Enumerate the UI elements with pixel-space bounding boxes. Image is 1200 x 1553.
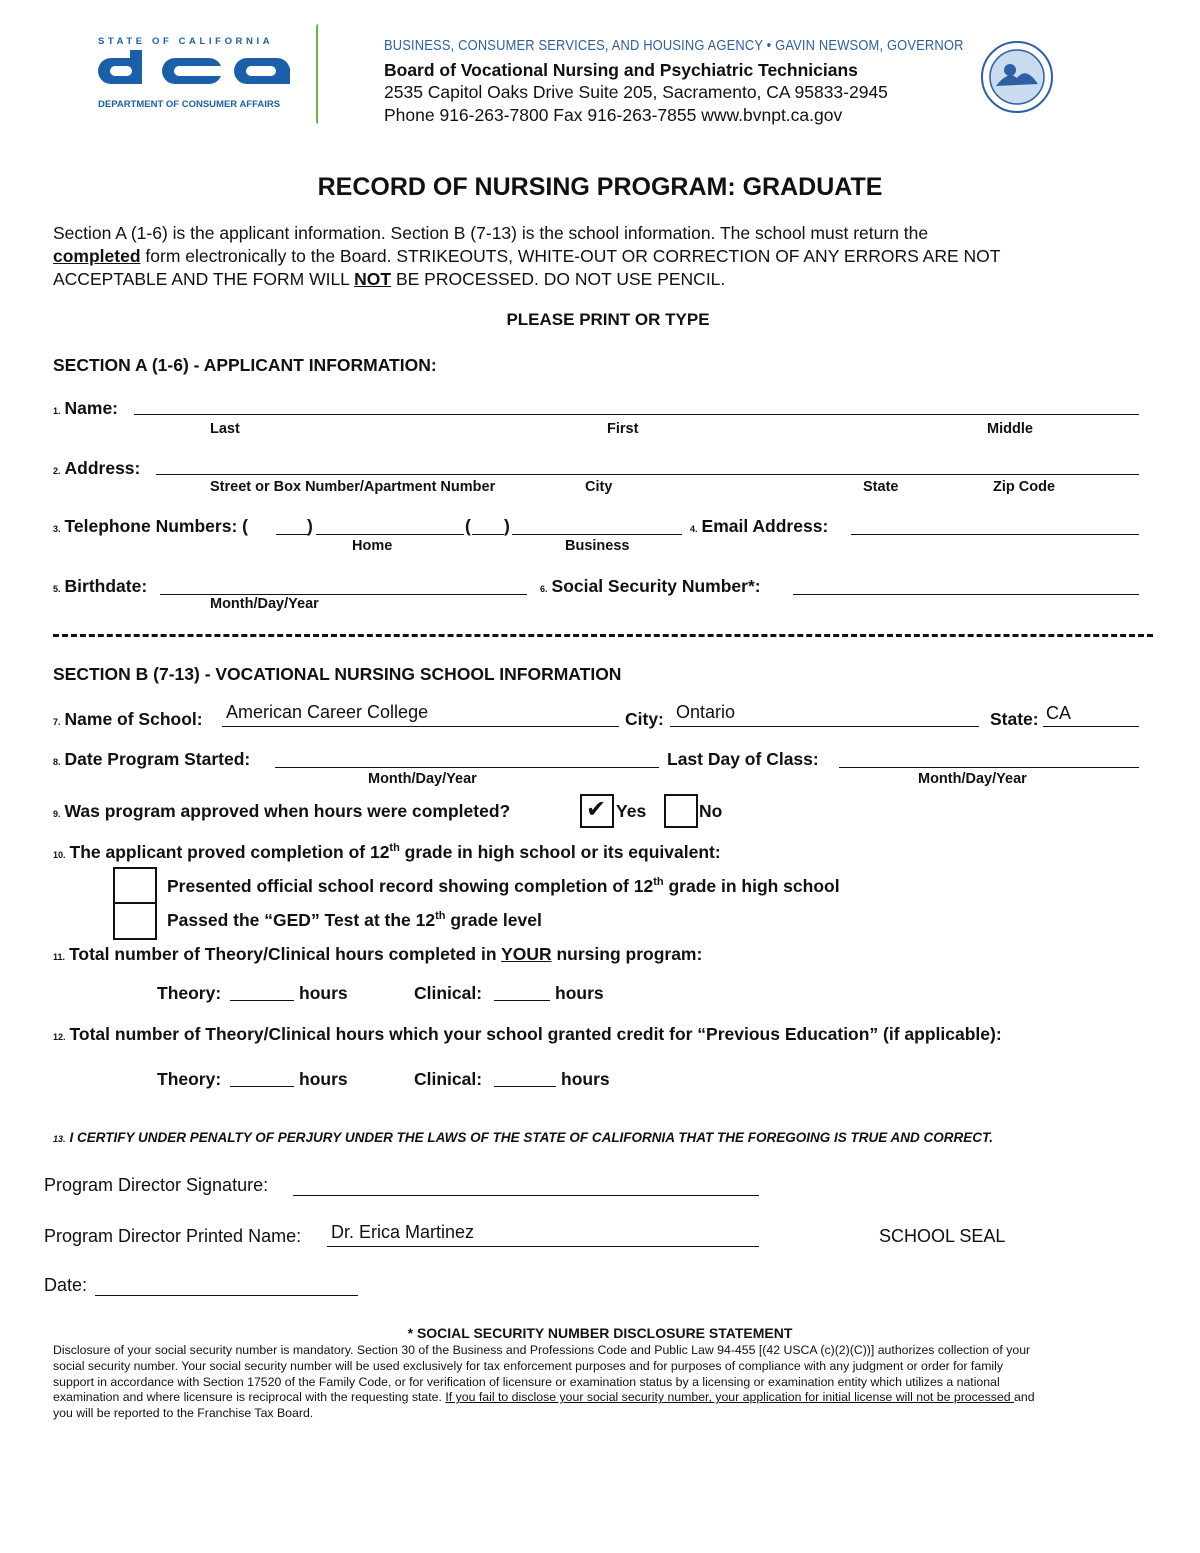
address-field[interactable] xyxy=(156,456,1139,475)
address-street-caption: Street or Box Number/Apartment Number xyxy=(210,479,496,495)
header-divider xyxy=(316,24,321,124)
home-phone-field[interactable] xyxy=(316,516,464,535)
school-record-label: Presented official school record showing completion of 12th grade in high school xyxy=(167,876,840,896)
clinical-hours-field-12[interactable] xyxy=(494,1069,556,1087)
ged-checkbox[interactable] xyxy=(113,902,157,940)
section-divider xyxy=(53,634,1153,637)
certification-statement: 13. I CERTIFY UNDER PENALTY OF PERJURY UNDER THE LAWS OF THE STATE OF CALIFORNIA THAT THE FOREGOING IS TRUE AND CORRECT. xyxy=(53,1130,994,1145)
section-b-heading: SECTION B (7-13) - VOCATIONAL NURSING SCHOOL INFORMATION xyxy=(53,664,622,684)
school-name-value: American Career College xyxy=(226,702,429,722)
home-paren-close: ) xyxy=(307,516,313,536)
ssn-label: 6. Social Security Number*: xyxy=(540,576,761,596)
home-area-code-field[interactable] xyxy=(276,516,310,535)
date-label: Date: xyxy=(44,1275,88,1295)
section-a-heading: SECTION A (1-6) - APPLICANT INFORMATION: xyxy=(53,355,437,375)
school-name-label: 7. Name of School: xyxy=(53,709,203,729)
printed-name-value: Dr. Erica Martinez xyxy=(331,1222,475,1242)
clinical-label-12: Clinical: xyxy=(414,1069,483,1089)
board-address: 2535 Capitol Oaks Drive Suite 205, Sacramento, CA 95833-2945 xyxy=(384,82,888,102)
business-paren-close: ) xyxy=(504,516,510,536)
approval-no-checkbox[interactable] xyxy=(664,794,698,828)
theory-label-12: Theory: xyxy=(157,1069,222,1089)
approval-yes-label: Yes xyxy=(616,801,647,821)
name-label: 1. Name: xyxy=(53,398,119,418)
ssn-field[interactable] xyxy=(793,576,1139,595)
theory-hours-unit-12: hours xyxy=(299,1069,348,1089)
theory-hours-field-11[interactable] xyxy=(230,983,294,1001)
program-start-caption: Month/Day/Year xyxy=(368,771,477,787)
logo-department-text: DEPARTMENT OF CONSUMER AFFAIRS xyxy=(98,99,281,110)
approval-question: 9. Was program approved when hours were completed? xyxy=(53,801,511,821)
city-label: City: xyxy=(625,709,664,729)
state-label: State: xyxy=(990,709,1039,729)
birthdate-field[interactable] xyxy=(160,576,527,595)
agency-line: BUSINESS, CONSUMER SERVICES, AND HOUSING AGENCY • GAVIN NEWSOM, GOVERNOR xyxy=(384,37,964,54)
dca-wordmark-icon xyxy=(96,50,292,92)
business-caption: Business xyxy=(565,538,630,554)
business-area-code-field[interactable] xyxy=(472,516,504,535)
clinical-label-11: Clinical: xyxy=(414,983,483,1003)
program-start-field[interactable] xyxy=(275,749,659,768)
state-seal-icon xyxy=(980,40,1054,119)
city-value: Ontario xyxy=(676,702,736,722)
board-contact: Phone 916-263-7800 Fax 916-263-7855 www.bvnpt.ca.gov xyxy=(384,105,843,125)
address-city-caption: City xyxy=(585,479,613,495)
school-record-checkbox[interactable] xyxy=(113,867,157,905)
grade-question: 10. The applicant proved completion of 12th grade in high school or its equivalent: xyxy=(53,842,721,862)
name-last-caption: Last xyxy=(210,421,240,437)
intro-text: Section A (1-6) is the applicant information. Section B (7-13) is the school information. The school must return the completed form electronically to the Board. STRIKEOUTS, WHITE-OUT OR CORRECTION OF ANY ERRORS ARE NOT ACCEPTABLE AND THE FORM WILL NOT BE PROCESSED. DO NOT USE PENCIL. xyxy=(53,223,1001,289)
printed-name-label: Program Director Printed Name: xyxy=(44,1226,302,1246)
address-label: 2. Address: xyxy=(53,458,141,478)
clinical-hours-field-11[interactable] xyxy=(494,983,550,1001)
previous-education-question: 12. Total number of Theory/Clinical hours which your school granted credit for “Previous Education” (if applicable): xyxy=(53,1024,1002,1044)
school-seal-label: SCHOOL SEAL xyxy=(879,1226,1006,1246)
last-day-field[interactable] xyxy=(839,749,1139,768)
clinical-hours-unit-11: hours xyxy=(555,983,604,1003)
last-day-label: Last Day of Class: xyxy=(667,749,819,769)
home-caption: Home xyxy=(352,538,393,554)
board-name: Board of Vocational Nursing and Psychiatric Technicians xyxy=(384,60,858,80)
signature-label: Program Director Signature: xyxy=(44,1175,269,1195)
form-title: RECORD OF NURSING PROGRAM: GRADUATE xyxy=(317,173,883,201)
clinical-hours-unit-12: hours xyxy=(561,1069,610,1089)
state-value: CA xyxy=(1046,703,1072,723)
address-state-caption: State xyxy=(863,479,899,495)
email-field[interactable] xyxy=(851,516,1139,535)
approval-no-label: No xyxy=(699,801,723,821)
date-field[interactable] xyxy=(95,1277,358,1296)
signature-field[interactable] xyxy=(293,1177,759,1196)
program-start-label: 8. Date Program Started: xyxy=(53,749,251,769)
theory-hours-field-12[interactable] xyxy=(230,1069,294,1087)
total-hours-question: 11. Total number of Theory/Clinical hours completed in YOUR nursing program: xyxy=(53,944,703,964)
ged-label: Passed the “GED” Test at the 12th grade level xyxy=(167,910,542,930)
ssn-disclosure-title: * SOCIAL SECURITY NUMBER DISCLOSURE STATEMENT xyxy=(407,1325,793,1341)
telephone-label: 3. Telephone Numbers: ( xyxy=(53,516,248,536)
business-phone-field[interactable] xyxy=(512,516,682,535)
last-day-caption: Month/Day/Year xyxy=(918,771,1027,787)
ssn-disclosure-text: Disclosure of your social security number is mandatory. Section 30 of the Business and Professions Code and Public Law 94-455 [(42 USCA (c)(2)(C))] authorizes collection of your social security number. Your social security number will be used exclusively for tax enforcement purposes and for purposes of compliance with any judgment or order for family support in accordance with Section 17520 of the Family Code, or for verification of licensure or examination status by a licensing or examination entity which utilizes a national examination and where licensure is reciprocal with the requesting state. If you fail to disclose your social security number, your application for initial license will not be processed and you will be reported to the Franchise Tax Board. xyxy=(53,1343,1035,1421)
logo-state-text: STATE OF CALIFORNIA xyxy=(98,36,274,47)
theory-hours-unit-11: hours xyxy=(299,983,348,1003)
name-middle-caption: Middle xyxy=(987,421,1033,437)
business-paren-open: ( xyxy=(465,516,471,536)
check-mark-icon: ✔ xyxy=(586,796,607,823)
print-instruction: PLEASE PRINT OR TYPE xyxy=(506,310,710,329)
name-first-caption: First xyxy=(607,421,639,437)
name-field[interactable] xyxy=(134,396,1139,415)
email-label: 4. Email Address: xyxy=(690,516,829,536)
address-zip-caption: Zip Code xyxy=(993,479,1056,495)
birthdate-caption: Month/Day/Year xyxy=(210,596,319,612)
birthdate-label: 5. Birthdate: xyxy=(53,576,148,596)
dca-logo xyxy=(96,36,296,116)
theory-label-11: Theory: xyxy=(157,983,222,1003)
